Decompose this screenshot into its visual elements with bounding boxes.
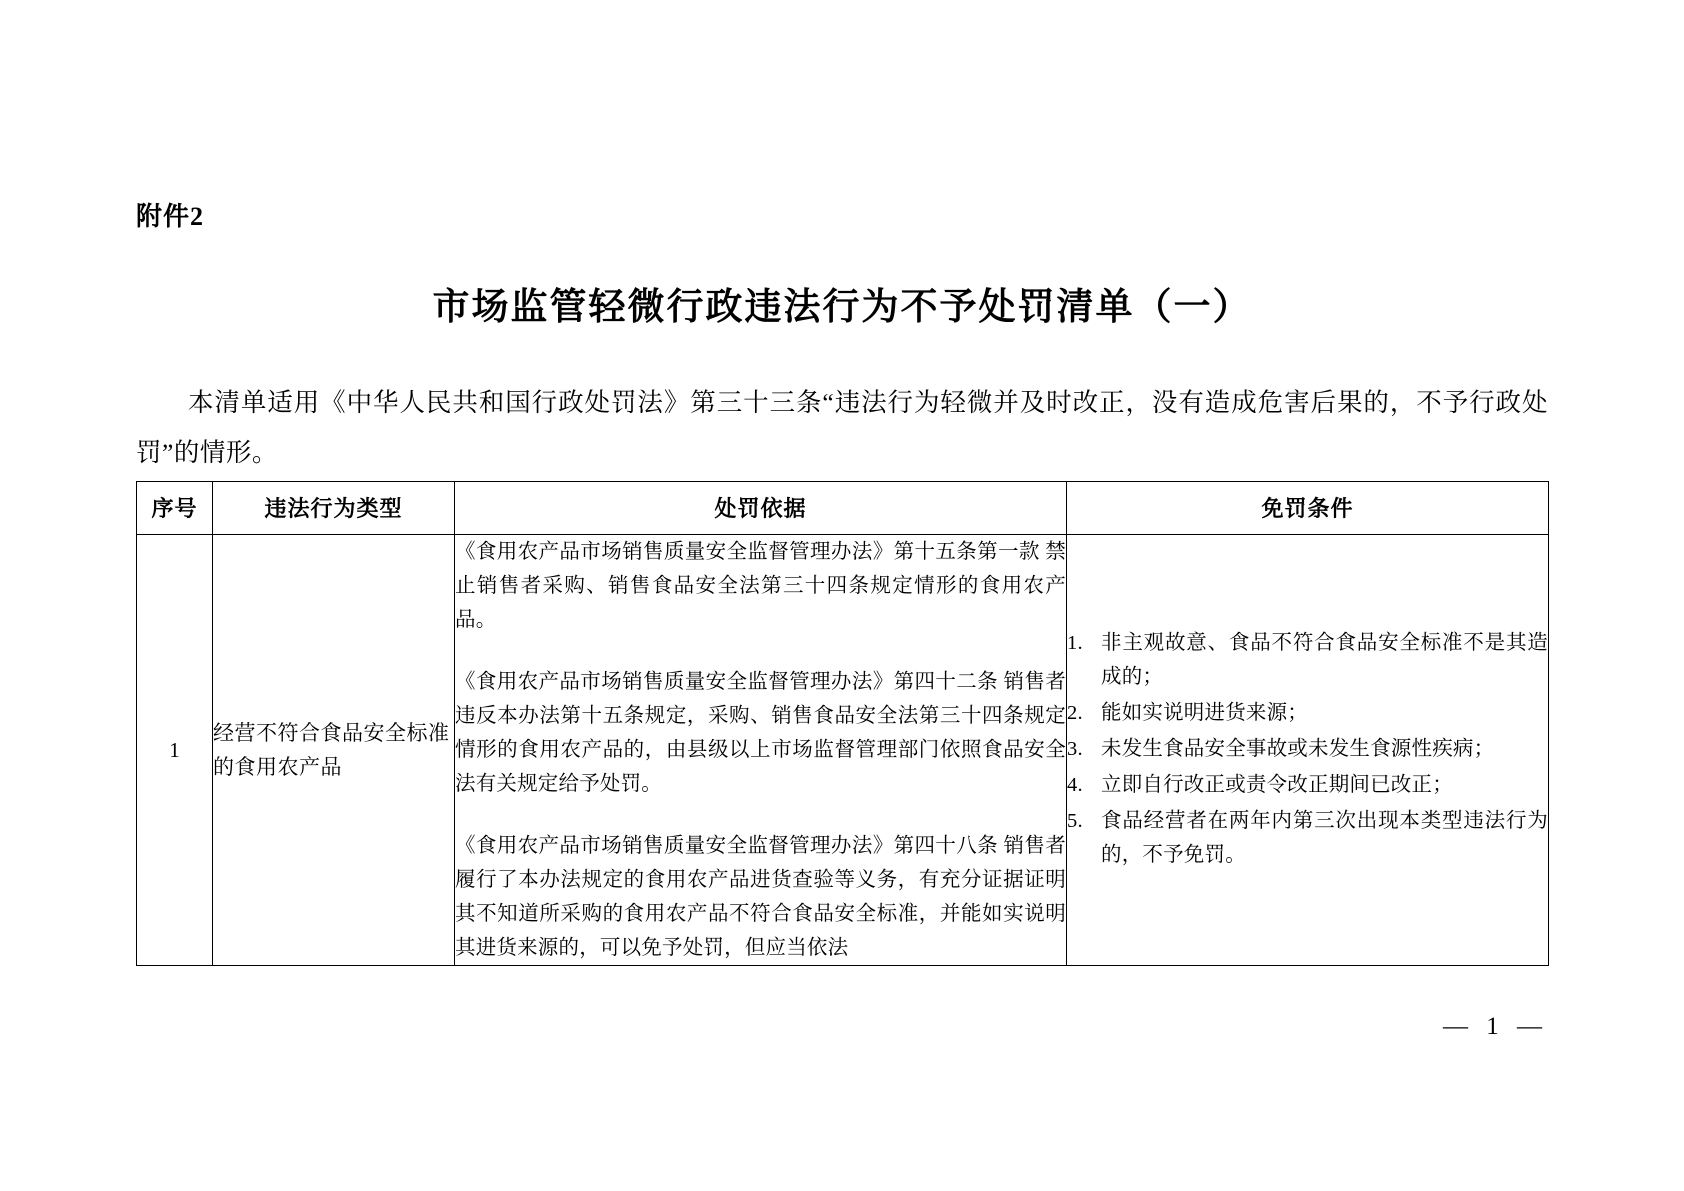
column-header-seq xyxy=(137,482,213,535)
row-exemption-conditions xyxy=(1067,535,1549,966)
exemption-condition-list xyxy=(1067,626,1548,872)
page-title: 市场监管轻微行政违法行为不予处罚清单（一） xyxy=(432,287,1252,328)
list-item: 非主观故意、食品不符合食品安全标准不是其造成的； xyxy=(1101,632,1548,688)
penalty-exemption-table xyxy=(136,481,1549,966)
column-header-condition-label: 免罚条件 xyxy=(1261,496,1354,521)
list-item: 未发生食品安全事故或未发生食源性疾病； xyxy=(1101,738,1495,760)
penalty-basis-paragraph-1: 《食用农产品市场销售质量安全监督管理办法》第十五条第一款 禁止销售者采购、销售食品安全法第三十四条规定情形的食用农产品。 xyxy=(455,541,1066,631)
list-item: 立即自行改正或责令改正期间已改正； xyxy=(1101,774,1453,796)
column-header-basis-label: 处罚依据 xyxy=(714,496,807,521)
table-row xyxy=(137,535,1549,966)
column-header-type-label: 违法行为类型 xyxy=(264,496,403,521)
column-header-condition xyxy=(1067,482,1549,535)
page-number: — 1 — xyxy=(1443,1013,1548,1040)
list-item: 食品经营者在两年内第三次出现本类型违法行为的，不予免罚。 xyxy=(1101,810,1548,866)
column-header-type xyxy=(213,482,455,535)
attachment-label: 附件2 xyxy=(136,202,205,231)
list-item: 能如实说明进货来源； xyxy=(1101,702,1308,724)
penalty-basis-paragraph-2: 《食用农产品市场销售质量安全监督管理办法》第四十二条 销售者违反本办法第十五条规定，采购、销售食品安全法第三十四条规定情形的食用农产品的，由县级以上市场监督管理部门依照食品安全法有关规定给予处罚。 xyxy=(455,671,1066,795)
column-header-seq-label: 序号 xyxy=(151,496,198,521)
row-penalty-basis xyxy=(455,535,1067,966)
intro-paragraph: 本清单适用《中华人民共和国行政处罚法》第三十三条“违法行为轻微并及时改正，没有造成危害后果的，不予行政处罚”的情形。 xyxy=(136,388,1548,467)
row-seq: 1 xyxy=(137,535,213,966)
penalty-basis-paragraph-3: 《食用农产品市场销售质量安全监督管理办法》第四十八条 销售者履行了本办法规定的食用农产品进货查验等义务，有充分证据证明其不知道所采购的食用农产品不符合食品安全标准，并能如实说明其进货来源的，可以免予处罚，但应当依法 xyxy=(455,835,1066,959)
row-violation-type: 经营不符合食品安全标准的食用农产品 xyxy=(213,535,455,966)
table-header-row xyxy=(137,482,1549,535)
column-header-basis xyxy=(455,482,1067,535)
